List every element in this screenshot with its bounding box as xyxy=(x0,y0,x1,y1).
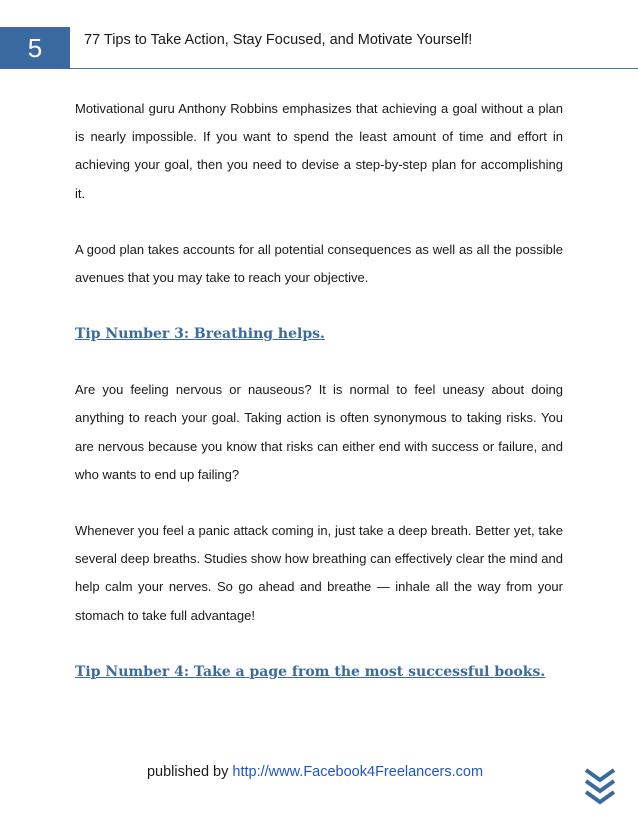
footer-prefix: published by xyxy=(146,764,233,780)
footer xyxy=(0,764,638,780)
paragraph-robbins: Motivational guru Anthony Robbins emphasizes that achieving a goal without a plan is nearly impossible. If you want to spend the least amount of time and effort in achieving your goal, then you need to devise a step-by-step plan for accomplishing it. xyxy=(75,101,563,201)
tip-3-heading[interactable]: Tip Number 3: Breathing helps. xyxy=(75,326,325,343)
header-title: 77 Tips to Take Action, Stay Focused, and Motivate Yourself! xyxy=(84,32,473,48)
double-chevron-down-icon[interactable] xyxy=(583,767,617,809)
page-content xyxy=(75,95,563,686)
paragraph-nervous: Are you feeling nervous or nauseous? It is normal to feel uneasy about doing anything to reach your goal. Taking action is often synonymous to taking risks. You are nervous because you know that risks can either end with success or failure, and who wants to end up failing? xyxy=(75,382,563,482)
paragraph-breathe: Whenever you feel a panic attack coming in, just take a deep breath. Better yet, take several deep breaths. Studies show how breathing can effectively clear the mind and help calm your nerves. So go ahead and breathe — inhale all the way from your stomach to take full advantage! xyxy=(75,523,563,623)
paragraph-good-plan: A good plan takes accounts for all potential consequences as well as all the possible avenues that you may take to reach your objective. xyxy=(75,241,563,286)
tip-4-heading[interactable]: Tip Number 4: Take a page from the most successful books. xyxy=(75,663,546,680)
footer-link[interactable]: http://www.Facebook4Freelancers.com xyxy=(232,764,484,780)
header-divider xyxy=(70,68,638,69)
page-number: 5 xyxy=(0,27,70,69)
